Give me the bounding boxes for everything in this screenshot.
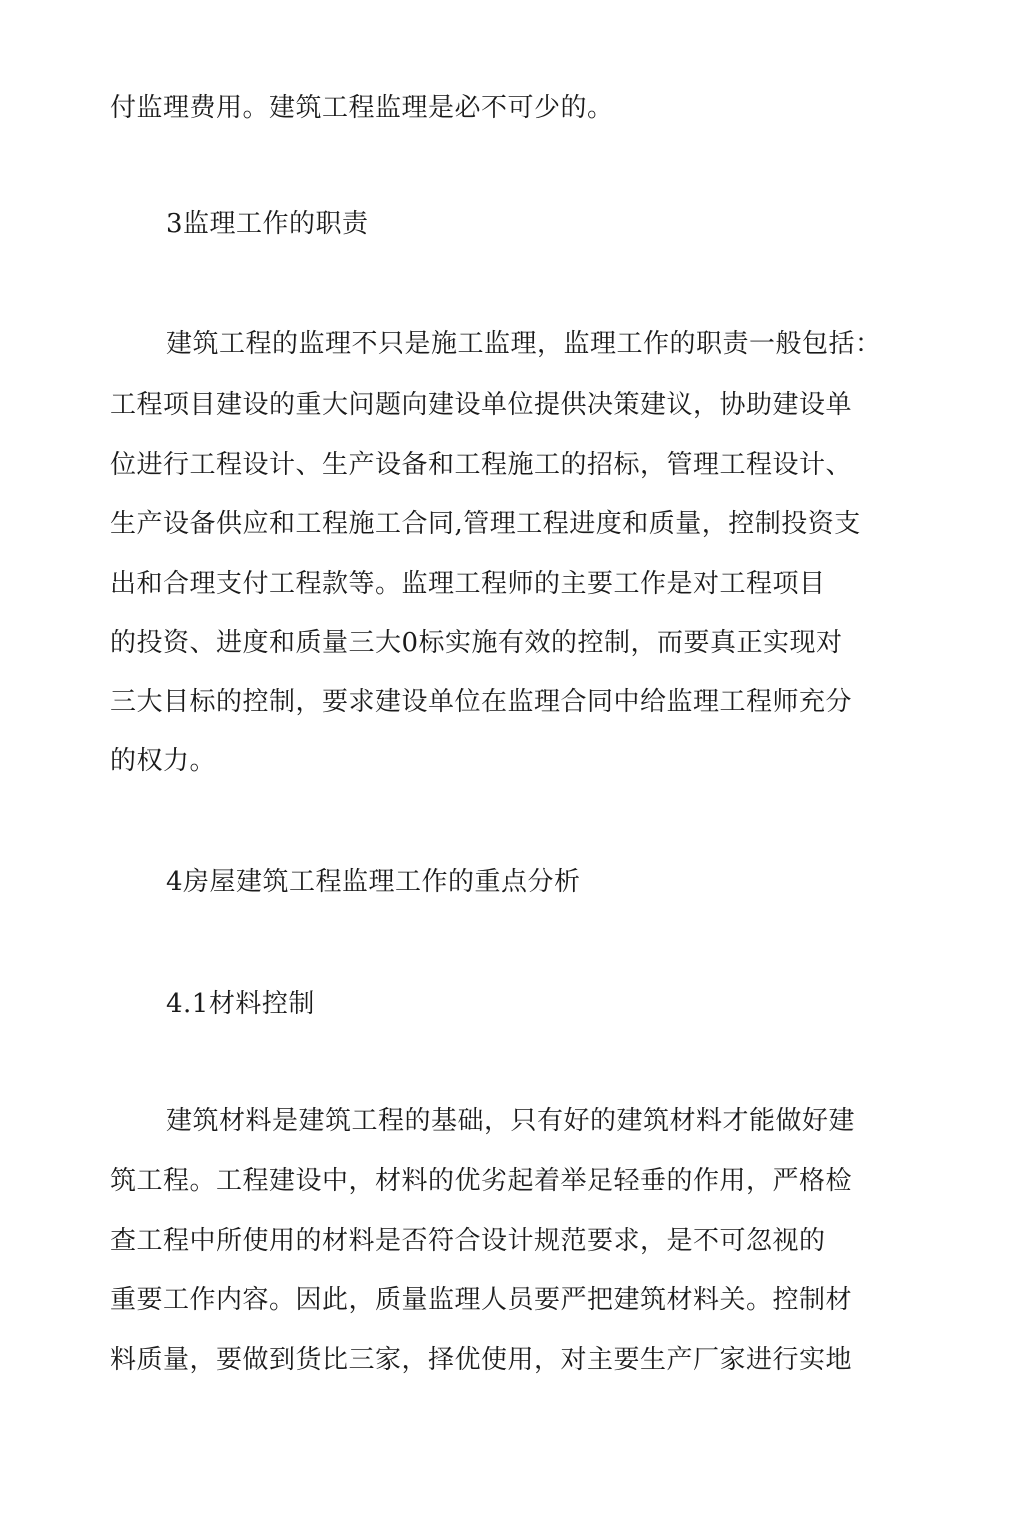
paragraph-line: 工程项目建设的重大问题向建设单位提供决策建议，协助建设单 bbox=[110, 390, 853, 420]
paragraph-line: 建筑材料是建筑工程的基础，只有好的建筑材料才能做好建 bbox=[166, 1106, 856, 1136]
section-heading: 4房屋建筑工程监理工作的重点分析 bbox=[166, 867, 581, 897]
paragraph-line: 位进行工程设计、生产设备和工程施工的招标，管理工程设计、 bbox=[110, 450, 853, 480]
paragraph-line: 筑工程。工程建设中，材料的优劣起着举足轻垂的作用，严格检 bbox=[110, 1166, 853, 1196]
paragraph-line: 重要工作内容。因此，质量监理人员要严把建筑材料关。控制材 bbox=[110, 1285, 853, 1315]
paragraph-line: 建筑工程的监理不只是施工监理，监理工作的职责一般包括： bbox=[166, 329, 882, 359]
paragraph-line: 出和合理支付工程款等。监理工程师的主要工作是对工程项目 bbox=[110, 569, 826, 599]
paragraph-line: 付监理费用。建筑工程监理是必不可少的。 bbox=[110, 93, 614, 123]
paragraph-line: 的投资、进度和质量三大0标实施有效的控制，而要真正实现对 bbox=[110, 628, 843, 658]
paragraph-line: 的权力。 bbox=[110, 746, 217, 776]
paragraph-line: 三大目标的控制，要求建设单位在监理合同中给监理工程师充分 bbox=[110, 687, 853, 717]
section-heading: 3监理工作的职责 bbox=[166, 209, 369, 239]
paragraph-line: 生产设备供应和工程施工合同,管理工程进度和质量，控制投资支 bbox=[110, 509, 861, 539]
paragraph-line: 料质量，要做到货比三家，择优使用，对主要生产厂家进行实地 bbox=[110, 1345, 853, 1375]
subsection-heading: 4.1材料控制 bbox=[166, 989, 315, 1019]
paragraph-line: 查工程中所使用的材料是否符合设计规范要求，是不可忽视的 bbox=[110, 1226, 826, 1256]
